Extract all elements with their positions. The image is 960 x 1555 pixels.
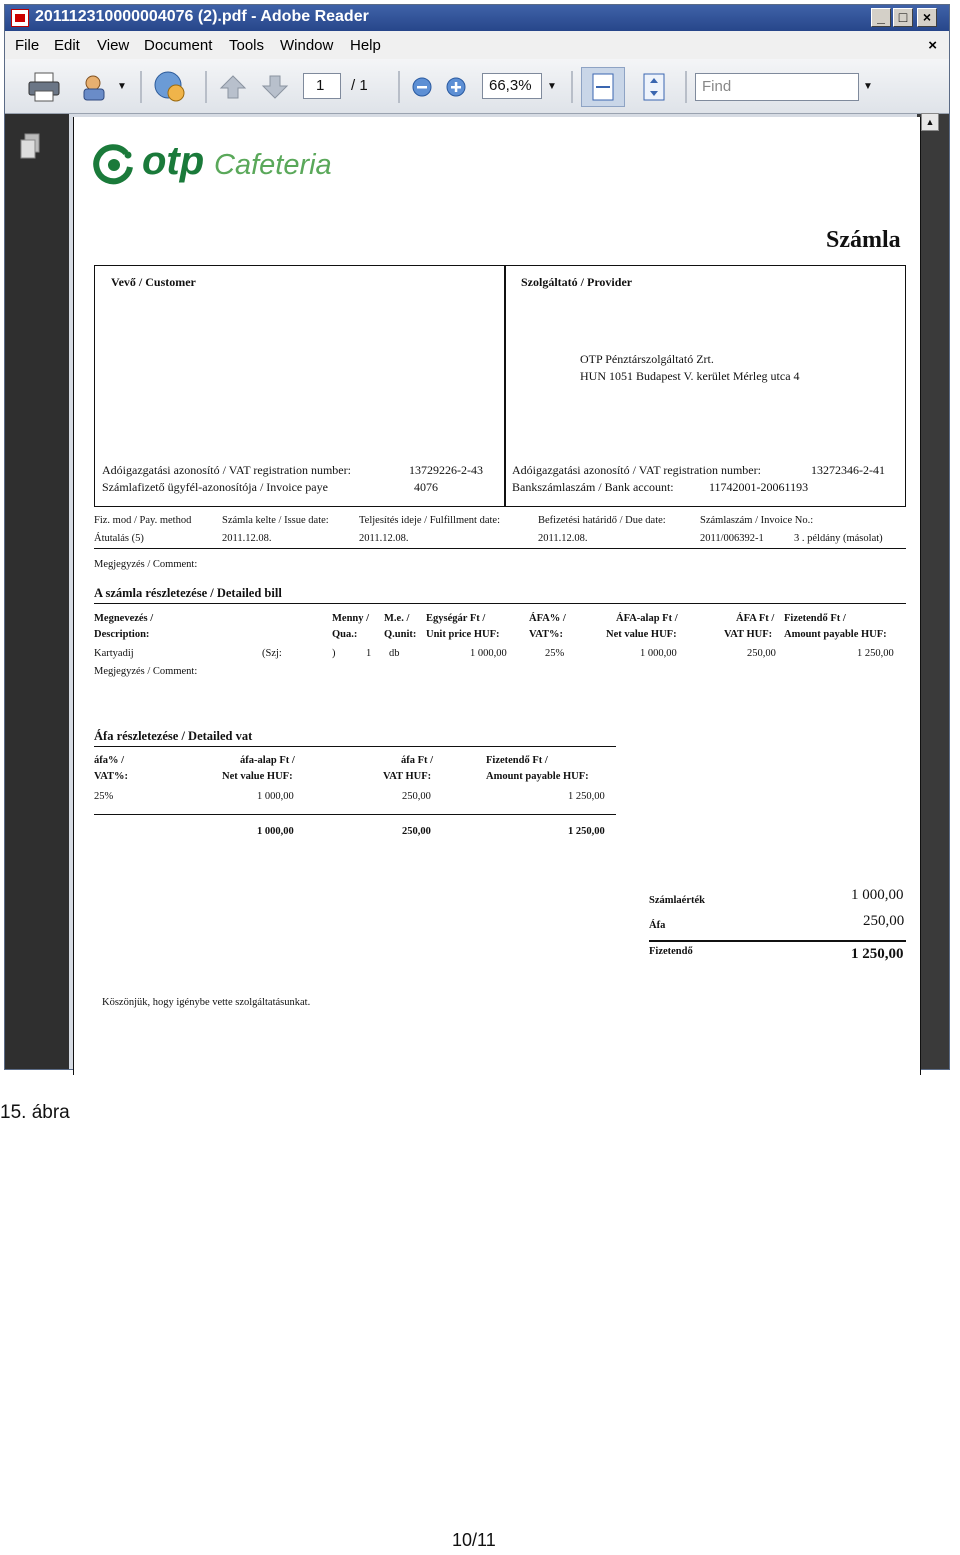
vat-total-net: 1 000,00 [257, 826, 294, 837]
close-button[interactable]: × [917, 8, 937, 27]
detail-header-net-en: Net value HUF: [606, 629, 677, 640]
copy-note: 3 . példány (másolat) [794, 533, 883, 544]
pdf-page [73, 117, 921, 1075]
detail-header-unit-price: Egységár Ft / [426, 613, 486, 624]
vat-header-payable-en: Amount payable HUF: [486, 771, 589, 782]
toolbar [5, 59, 949, 114]
party-divider [504, 265, 506, 507]
customer-payer-value: 4076 [414, 480, 438, 494]
vat-header-net-en: Net value HUF: [222, 771, 293, 782]
toolbar-separator [205, 71, 207, 103]
toolbar-separator [140, 71, 142, 103]
meta-value-issue-date: 2011.12.08. [222, 533, 272, 544]
item-paren: ) [332, 648, 336, 659]
window-title: 201112310000004076 (2).pdf - Adobe Reader [35, 8, 369, 25]
provider-bank-value: 11742001-20061193 [709, 480, 809, 494]
provider-bank-label: Bankszámlaszám / Bank account: [512, 480, 674, 494]
vat-header-payable: Fizetendő Ft / [486, 755, 548, 766]
comment-label: Megjegyzés / Comment: [94, 559, 198, 570]
item-vat-pct: 25% [545, 648, 565, 659]
vat-header-pct: áfa% / [94, 755, 125, 766]
vat-header-vat: áfa Ft / [401, 755, 434, 766]
minimize-button[interactable]: _ [871, 8, 891, 27]
meta-value-due-date: 2011.12.08. [538, 533, 588, 544]
menu-window[interactable]: Window [280, 37, 334, 54]
item-extra: (Szj: [262, 648, 282, 659]
item-unit: db [389, 648, 400, 659]
provider-address: HUN 1051 Budapest V. kerület Mérleg utca 4 [580, 369, 800, 383]
meta-rule [94, 548, 906, 549]
customer-label: Vevő / Customer [111, 275, 196, 289]
page-total-label: / 1 [351, 77, 368, 94]
fit-page-icon[interactable] [639, 71, 669, 103]
detail-header-payable: Fizetendő Ft / [784, 613, 846, 624]
item-comment-label: Megjegyzés / Comment: [94, 666, 198, 677]
title-bar [5, 5, 949, 31]
provider-label: Szolgáltató / Provider [521, 275, 633, 289]
detail-header-qty-en: Qua.: [332, 629, 358, 640]
zoom-in-icon[interactable] [445, 76, 467, 98]
detail-header-qty: Menny / [332, 613, 370, 624]
summary-vat-value: 250,00 [863, 913, 905, 929]
pdf-icon [11, 9, 29, 27]
item-name: Kartyadij [94, 648, 134, 659]
toolbar-separator [571, 71, 573, 103]
fit-width-button[interactable] [581, 67, 625, 107]
item-price: 1 000,00 [470, 648, 507, 659]
meta-value-invoice-no: 2011/006392-1 [700, 533, 764, 544]
detail-header-unit-price-en: Unit price HUF: [426, 629, 500, 640]
toolbar-separator [685, 71, 687, 103]
meta-header-issue-date: Számla kelte / Issue date: [222, 515, 329, 526]
vat-total-payable: 1 250,00 [568, 826, 605, 837]
adobe-reader-window [4, 4, 950, 1070]
detail-header-description: Megnevezés / [94, 613, 154, 624]
item-net: 1 000,00 [640, 648, 677, 659]
provider-vat-value: 13272346-2-41 [811, 463, 885, 477]
vat-row-pct: 25% [94, 791, 114, 802]
arrow-up-icon[interactable] [219, 73, 247, 101]
collaborate-icon[interactable] [152, 69, 188, 105]
detail-header-vat: ÁFA Ft / [736, 613, 775, 624]
customer-vat-label: Adóigazgatási azonosító / VAT registration number: [102, 463, 351, 477]
navigation-pane [5, 114, 69, 1069]
summary-net-label: Számlaérték [649, 895, 705, 906]
summary-total-value: 1 250,00 [851, 946, 904, 962]
vat-header-net: áfa-alap Ft / [240, 755, 295, 766]
vat-rule [94, 746, 616, 747]
figure-caption: 15. ábra [0, 1102, 70, 1123]
provider-name: OTP Pénztárszolgáltató Zrt. [580, 352, 714, 366]
summary-vat-label: Áfa [649, 920, 666, 931]
print-icon[interactable] [27, 71, 61, 103]
vat-total-rule [94, 814, 616, 815]
detail-header-unit-en: Q.unit: [384, 629, 417, 640]
zoom-dropdown-icon[interactable]: ▼ [547, 81, 557, 92]
item-vat: 250,00 [747, 648, 776, 659]
vat-row-payable: 1 250,00 [568, 791, 605, 802]
vat-header-pct-en: VAT%: [94, 771, 129, 782]
meta-header-invoice-no: Számlaszám / Invoice No.: [700, 515, 814, 526]
detail-header-unit: M.e. / [384, 613, 410, 624]
create-pdf-icon[interactable] [79, 71, 109, 103]
fit-width-icon [582, 68, 624, 106]
menu-file[interactable]: File [15, 37, 40, 54]
vat-header-vat-en: VAT HUF: [383, 771, 432, 782]
meta-header-due-date: Befizetési határidő / Due date: [538, 515, 666, 526]
customer-vat-value: 13729226-2-43 [409, 463, 483, 477]
vat-row-vat: 250,00 [402, 791, 431, 802]
provider-vat-label: Adóigazgatási azonosító / VAT registration number: [512, 463, 761, 477]
summary-rule [649, 940, 906, 942]
menu-view[interactable]: View [97, 37, 130, 54]
menu-help[interactable]: Help [350, 37, 381, 54]
menu-bar [5, 31, 949, 59]
page-number-input[interactable]: 1 [303, 73, 341, 99]
item-qty: 1 [366, 648, 372, 659]
zoom-input[interactable]: 66,3% [482, 73, 542, 99]
otp-logo-icon [92, 143, 136, 187]
invoice-heading: Számla [826, 227, 901, 253]
meta-value-fulfillment-date: 2011.12.08. [359, 533, 409, 544]
arrow-down-icon[interactable] [261, 73, 289, 101]
vat-row-net: 1 000,00 [257, 791, 294, 802]
detail-header-vat-en: VAT HUF: [724, 629, 773, 640]
chevron-down-icon[interactable]: ▼ [117, 81, 127, 92]
detail-rule [94, 603, 906, 604]
detail-header-net: ÁFA-alap Ft / [616, 613, 678, 624]
summary-net-value: 1 000,00 [851, 887, 904, 903]
scroll-up-icon[interactable]: ▲ [921, 113, 939, 131]
meta-value-pay-method: Átutalás (5) [94, 533, 144, 544]
cafeteria-logo-text: Cafeteria [214, 149, 332, 181]
zoom-out-icon[interactable] [411, 76, 433, 98]
pages-panel-icon[interactable] [19, 132, 41, 160]
find-input[interactable]: Find [695, 73, 859, 101]
vertical-scrollbar[interactable] [917, 114, 949, 1069]
detail-header-vat-pct: ÁFA% / [529, 613, 566, 624]
detail-header-vat-pct-en: VAT%: [529, 629, 564, 640]
toolbar-separator [398, 71, 400, 103]
detail-title: A számla részletezése / Detailed bill [94, 586, 282, 600]
thanks-note: Köszönjük, hogy igénybe vette szolgáltatásunkat. [102, 997, 311, 1008]
menu-edit[interactable]: Edit [54, 37, 80, 54]
menu-tools[interactable]: Tools [229, 37, 265, 54]
menu-document[interactable]: Document [144, 37, 213, 54]
otp-logo-text: otp [142, 139, 205, 183]
meta-header-fulfillment-date: Teljesítés ideje / Fulfillment date: [359, 515, 500, 526]
item-total: 1 250,00 [857, 648, 894, 659]
customer-payer-label: Számlafizető ügyfél-azonosítója / Invoice paye [102, 480, 328, 494]
summary-total-label: Fizetendő [649, 946, 693, 957]
vat-total-vat: 250,00 [402, 826, 431, 837]
detail-header-payable-en: Amount payable HUF: [784, 629, 887, 640]
detail-header-description-en: Description: [94, 629, 150, 640]
maximize-button[interactable]: □ [893, 8, 913, 27]
document-close-button[interactable]: × [928, 37, 937, 54]
vat-title: Áfa részletezése / Detailed vat [94, 729, 253, 743]
find-dropdown-icon[interactable]: ▼ [863, 81, 873, 92]
meta-header-pay-method: Fiz. mod / Pay. method [94, 515, 192, 526]
page-number: 10/11 [452, 1530, 496, 1550]
